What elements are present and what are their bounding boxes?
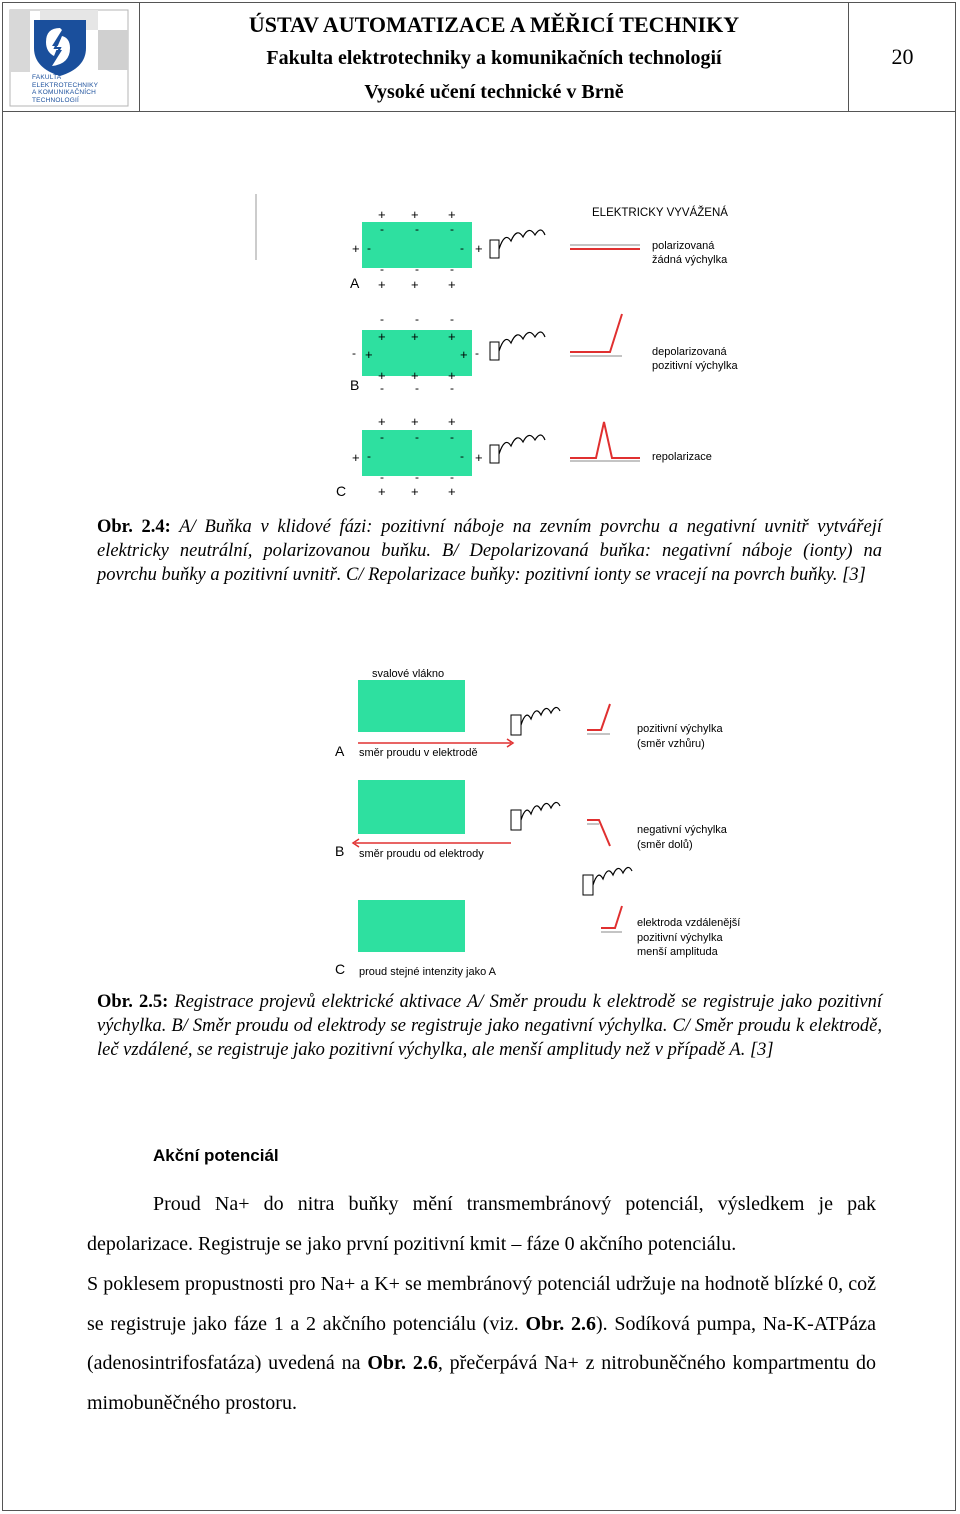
a-desc-2: žádná výchylka — [652, 254, 728, 266]
a-arrow-label: směr proudu v elektrodě — [359, 747, 478, 759]
svg-text:+: + — [378, 484, 386, 499]
svg-text:-: - — [415, 312, 419, 326]
svg-text:-: - — [380, 222, 384, 236]
caption-fig-2-4 — [97, 515, 882, 587]
svg-text:-: - — [380, 430, 384, 444]
fiber-a — [358, 680, 465, 732]
fig1-title: ELEKTRICKY VYVÁŽENÁ — [592, 207, 728, 219]
page-header — [2, 2, 956, 112]
logo-line-3: A KOMUNIKAČNÍCH — [32, 89, 97, 96]
figure-cell-polarization — [250, 190, 810, 510]
figure-electrode-registration — [325, 660, 795, 985]
paragraph-2-text-c: , přečerpává Na+ z nitrobuněčného kompartmentu do mimobuněčného prostoru. — [87, 1352, 876, 1414]
caption-label: Obr. 2.5: — [97, 992, 169, 1012]
svg-text:+: + — [411, 414, 419, 429]
svg-text:+: + — [411, 277, 419, 292]
svg-text:+: + — [378, 277, 386, 292]
svg-text:+: + — [475, 450, 483, 465]
svg-text:+: + — [378, 329, 386, 344]
logo-line-2: ELEKTROTECHNIKY — [32, 81, 99, 89]
paragraph-2 — [87, 1265, 876, 1423]
svg-text:+: + — [448, 414, 456, 429]
svg-text:-: - — [380, 381, 384, 395]
caption-text: Registrace projevů elektrické aktivace A/ Směr proudu k elektrodě se registruje jako pozitivní výchylka. B/ Směr proudu od elektrody se registruje jako negativní výchylka. C/ Směr proudu k elektrodě, leč vzdálené, se registruje jako pozitivní výchylka, ale menší amplitudy než v případě A. [3] — [97, 992, 882, 1060]
svg-text:-: - — [380, 312, 384, 326]
page-number: 20 — [848, 2, 956, 111]
university-name: Vysoké učení technické v Brně — [364, 81, 624, 103]
svg-text:-: - — [415, 262, 419, 276]
svg-text:-: - — [367, 449, 371, 463]
svg-text:+: + — [411, 484, 419, 499]
svg-text:-: - — [450, 470, 454, 484]
label-c: C — [336, 483, 347, 499]
svg-text:-: - — [450, 381, 454, 395]
caption-text: A/ Buňka v klidové fázi: pozitivní náboje na zevním povrchu a negativní uvnitř vytvářejí elektricky neutrální, polarizovanou buňku. B/ Depolarizovaná buňka: negativní náboje (ionty) na povrchu buňky a pozitivní uvnitř. C/ Repolarizace buňky: pozitivní ionty se vracejí na povrch buňky. [3] — [97, 517, 882, 585]
fig2-a-desc-1: pozitivní výchylka — [637, 723, 723, 735]
svg-text:+: + — [411, 329, 419, 344]
paragraph-2-text-a: S poklesem propustnosti pro Na+ a K+ se membránový potenciál udržuje na hodnotě blízké 0, což se registruje jako fáze 1 a 2 akčního potenciálu (viz. — [87, 1273, 876, 1335]
svg-text:-: - — [415, 222, 419, 236]
svg-text:+: + — [475, 241, 483, 256]
c-desc-1: repolarizace — [652, 451, 712, 463]
caption-fig-2-5 — [97, 990, 882, 1062]
svg-text:+: + — [352, 241, 360, 256]
svg-text:-: - — [380, 262, 384, 276]
fig2-c-desc-2: pozitivní výchylka — [637, 932, 723, 944]
svg-text:+: + — [365, 347, 373, 362]
paragraph-2-text-b: ). Sodíková pumpa, Na-K-ATPáza (adenosintrifosfatáza) uvedená na — [87, 1312, 876, 1374]
svg-text:+: + — [352, 450, 360, 465]
caption-label: Obr. 2.4: — [97, 517, 171, 537]
cell-c-group — [336, 414, 640, 499]
institute-name: ÚSTAV AUTOMATIZACE A MĚŘICÍ TECHNIKY — [248, 12, 740, 37]
cell-a-group — [350, 207, 640, 292]
svg-text:-: - — [450, 262, 454, 276]
fiber-b — [358, 780, 465, 834]
faculty-name: Fakulta elektrotechniky a komunikačních technologií — [266, 47, 722, 69]
svg-text:+: + — [448, 368, 456, 383]
svg-text:-: - — [475, 346, 479, 360]
fig2-c-desc-3: menší amplituda — [637, 946, 718, 958]
svg-text:+: + — [411, 368, 419, 383]
svg-text:-: - — [415, 430, 419, 444]
fig2-c-desc-1: elektroda vzdálenější — [637, 917, 741, 929]
svg-text:+: + — [378, 414, 386, 429]
svg-text:-: - — [450, 430, 454, 444]
fig2-b-desc-1: negativní výchylka — [637, 824, 727, 836]
c-arrow-label: proud stejné intenzity jako A — [359, 966, 496, 978]
fig2-b-desc-2: (směr dolů) — [637, 839, 693, 851]
svg-text:+: + — [411, 207, 419, 222]
logo-line-1: FAKULTA — [32, 74, 62, 81]
svg-text:+: + — [448, 207, 456, 222]
fiber-label: svalové vlákno — [372, 668, 445, 680]
fig2-label-b: B — [335, 843, 345, 859]
svg-text:-: - — [367, 241, 371, 255]
svg-text:+: + — [448, 277, 456, 292]
svg-text:-: - — [460, 449, 464, 463]
svg-text:-: - — [450, 222, 454, 236]
cell-b-group — [350, 312, 622, 395]
svg-text:+: + — [378, 368, 386, 383]
svg-text:-: - — [380, 470, 384, 484]
svg-text:+: + — [448, 484, 456, 499]
svg-text:-: - — [352, 346, 356, 360]
section-heading: Akční potenciál — [153, 1146, 279, 1165]
a-desc-1: polarizovaná — [652, 240, 715, 252]
svg-text:-: - — [415, 381, 419, 395]
b-desc-2: pozitivní výchylka — [652, 360, 738, 372]
fig2-a-desc-2: (směr vzhůru) — [637, 738, 705, 750]
svg-text:+: + — [460, 347, 468, 362]
label-a: A — [350, 275, 360, 291]
header-titles — [140, 2, 848, 111]
fig2-label-a: A — [335, 743, 345, 759]
svg-text:+: + — [448, 329, 456, 344]
figure-ref-1[interactable]: Obr. 2.6 — [525, 1312, 596, 1335]
logo-text — [32, 74, 98, 104]
logo-line-4: TECHNOLOGIÍ — [32, 96, 79, 104]
svg-text:+: + — [378, 207, 386, 222]
logo-cell — [2, 2, 140, 111]
svg-text:-: - — [450, 312, 454, 326]
fiber-c — [358, 900, 465, 952]
label-b: B — [350, 377, 360, 393]
fig2-label-c: C — [335, 961, 346, 977]
paragraph-1 — [87, 1185, 876, 1264]
b-desc-1: depolarizovaná — [652, 346, 727, 358]
b-arrow-label: směr proudu od elektrody — [359, 848, 484, 860]
svg-text:-: - — [460, 241, 464, 255]
paragraph-1-text: Proud Na+ do nitra buňky mění transmembránový potenciál, výsledkem je pak depolarizace. Registruje se jako první pozitivní kmit – fáze 0 akčního potenciálu. — [87, 1193, 876, 1255]
svg-text:-: - — [415, 470, 419, 484]
figure-ref-2[interactable]: Obr. 2.6 — [367, 1352, 438, 1374]
